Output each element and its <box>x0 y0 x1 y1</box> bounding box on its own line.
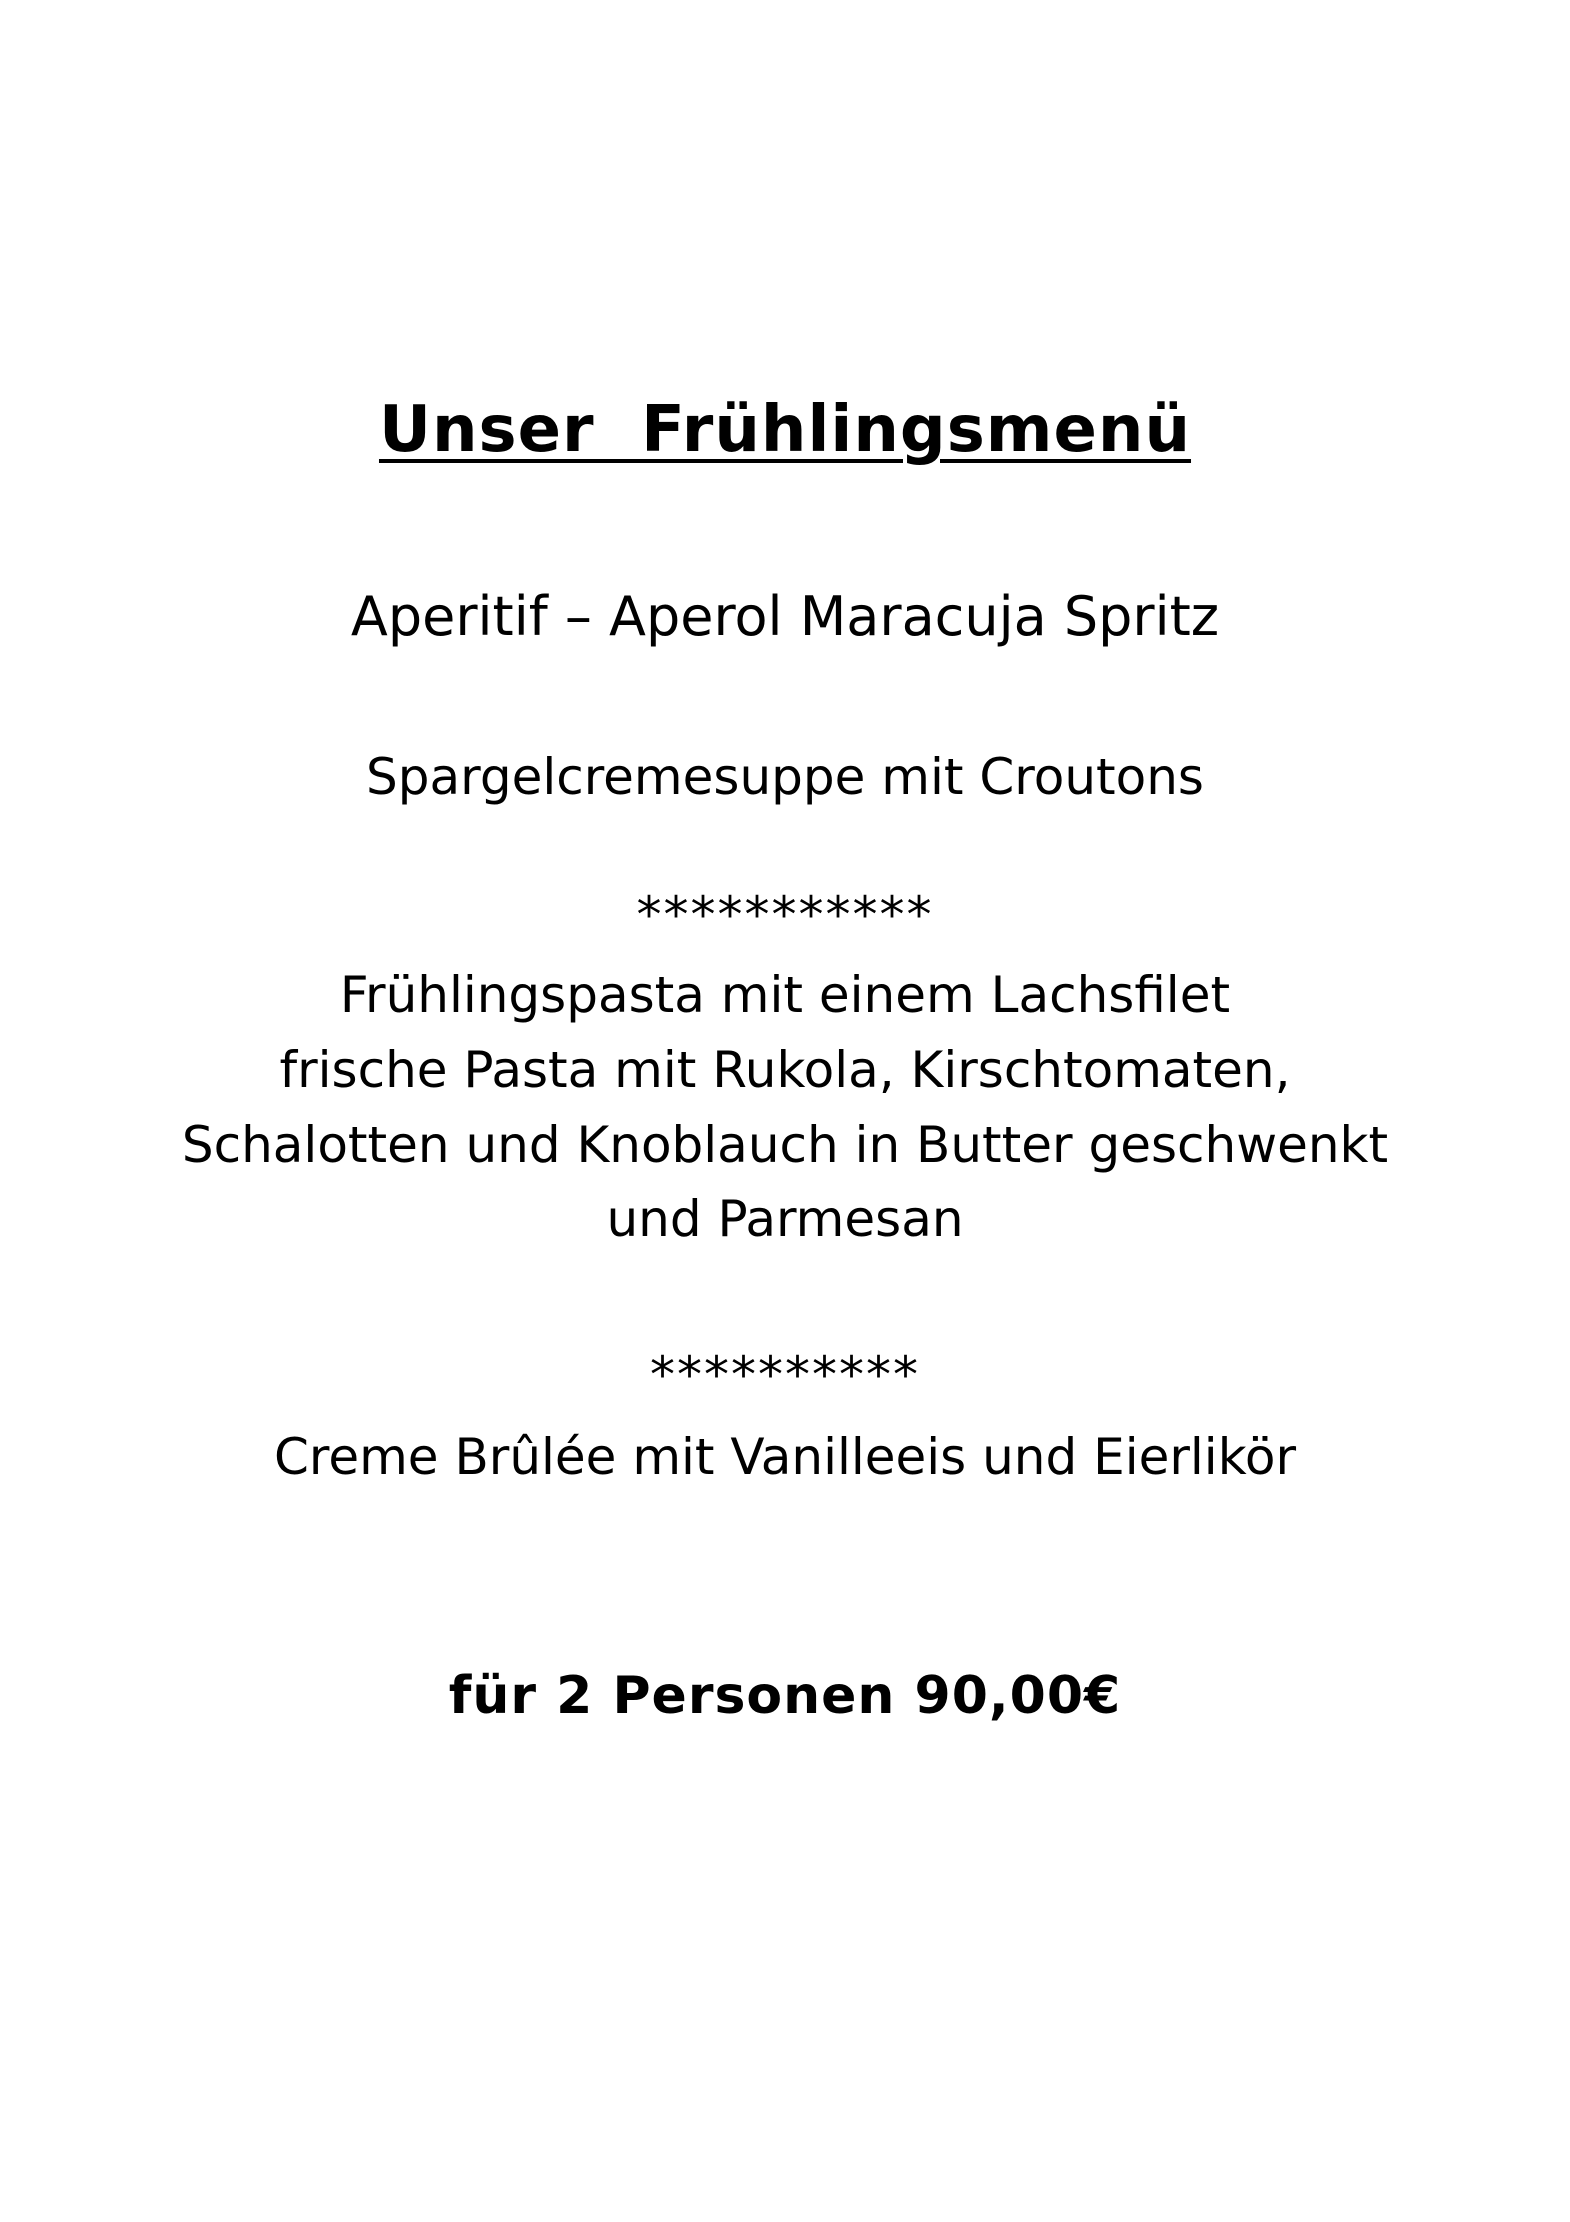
starter-line: Spargelcremesuppe mit Croutons <box>366 748 1204 806</box>
main-course-description: Schalotten und Knoblauch in Butter geschwenkt <box>181 1116 1389 1174</box>
menu-title: Unser Frühlingsmenü <box>378 393 1192 467</box>
main-course-description: frische Pasta mit Rukola, Kirschtomaten, <box>279 1041 1291 1099</box>
main-course-description: und Parmesan <box>606 1190 964 1248</box>
separator-stars: ********** <box>650 1346 920 1404</box>
separator-stars: *********** <box>636 886 934 944</box>
main-course-title: Frühlingspasta mit einem Lachsfilet <box>339 966 1231 1024</box>
price-line: für 2 Personen 90,00€ <box>448 1666 1122 1726</box>
dessert-line: Creme Brûlée mit Vanilleeis und Eierlikör <box>273 1428 1297 1486</box>
aperitif-line: Aperitif – Aperol Maracuja Spritz <box>350 585 1220 648</box>
